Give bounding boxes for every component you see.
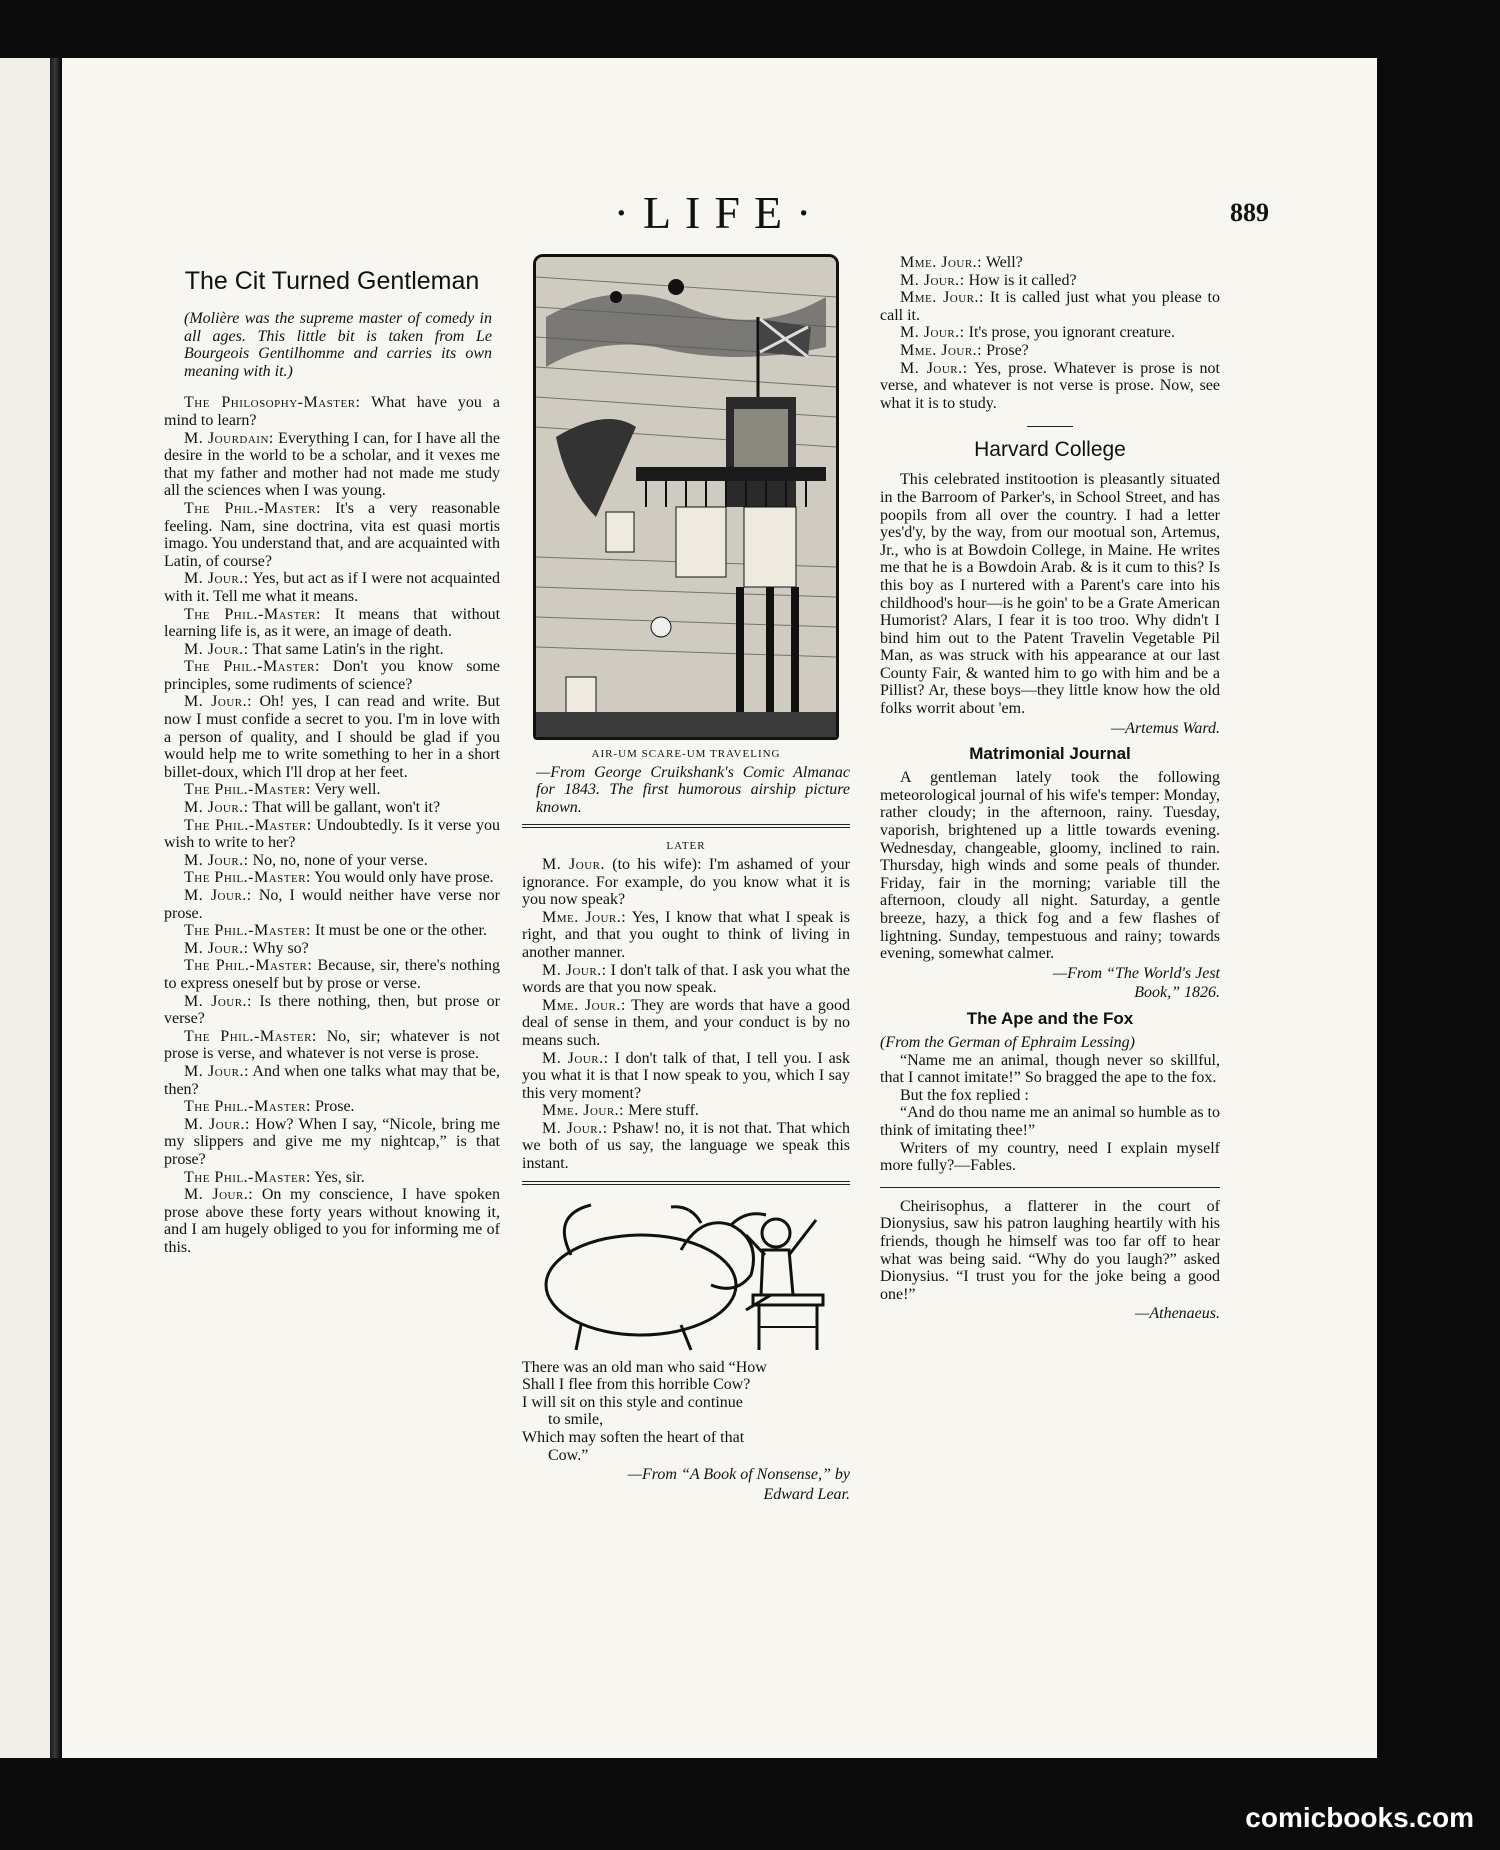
- speaker-name: M. Jourdain:: [184, 429, 274, 447]
- fable-paragraph: “And do thou name me an animal so humble as to think of imitating thee!”: [880, 1104, 1220, 1139]
- spoken-text: Yes, I know that what I speak is right, and that you ought to think of living in another manner.: [522, 908, 851, 961]
- masthead: ·LIFE·: [613, 187, 826, 238]
- verse-line: There was an old man who said “How: [522, 1358, 767, 1376]
- speaker-name: M. Jour.:: [900, 359, 968, 377]
- speaker-name: The Phil.-Master:: [184, 957, 313, 975]
- matrimonial-title: Matrimonial Journal: [969, 744, 1131, 764]
- fable-paragraph: Writers of my country, need I explain myself more fully?—Fables.: [880, 1139, 1220, 1175]
- cheirisophus-anecdote: Cheirisophus, a flatterer in the court of Dionysius, saw his patron laughing heartily with his friends, though he himself was too far off to hear what was being said. “Why do you laugh?” asked Dionysius. “I trust you for the joke being a good one!”: [880, 1197, 1220, 1303]
- fable-paragraph: “Name me an animal, though never so skillful, that I cannot imitate!” So bragged the ape to the fox.: [880, 1051, 1220, 1087]
- dialogue-line: [164, 1116, 500, 1169]
- spoken-text: Prose?: [982, 341, 1029, 359]
- speaker-name: M. Jour.:: [900, 324, 965, 342]
- dialogue-line: [522, 997, 850, 1050]
- dialogue-line: [164, 993, 500, 1028]
- dialogue-line: [164, 799, 500, 817]
- speaker-name: M. Jour.:: [184, 887, 252, 904]
- speaker-name: Mme. Jour.:: [900, 254, 983, 271]
- book-gutter: [50, 58, 60, 1758]
- column-right: [880, 254, 1220, 1323]
- dialogue-line: [880, 324, 1220, 342]
- spoken-text: It's prose, you ignorant creature.: [964, 324, 1175, 342]
- dialogue-line: [522, 1102, 850, 1120]
- cow-and-old-man-drawing: [531, 1195, 841, 1355]
- harvard-attribution: —Artemus Ward.: [1110, 719, 1220, 737]
- ape-fox-intro: (From the German of Ephraim Lessing): [880, 1033, 1135, 1051]
- dialogue-line: [164, 570, 500, 605]
- speaker-name: M. Jour.:: [184, 640, 249, 658]
- dialogue-line: [164, 852, 500, 870]
- speaker-name: M. Jour.: [542, 855, 605, 873]
- spoken-text: And when one talks what may that be, then?: [164, 1062, 501, 1098]
- speaker-name: M. Jour.:: [184, 570, 249, 588]
- speaker-name: M. Jour.:: [184, 1115, 250, 1133]
- page-number: 889: [1230, 198, 1269, 227]
- dialogue-line: [164, 1028, 500, 1063]
- dialogue-line: [164, 887, 500, 922]
- dialogue-line: [164, 394, 500, 429]
- dialogue-line: [164, 781, 500, 799]
- dialogue-line: [522, 1050, 850, 1103]
- dialogue-line: [164, 1063, 500, 1098]
- spoken-text: Pshaw! no, it is not that. That which we both of us say, the language we speak this instant.: [522, 1119, 850, 1173]
- spoken-text: Why so?: [248, 939, 309, 957]
- dialogue-line: [522, 909, 850, 962]
- dialogue-line: [522, 1120, 850, 1173]
- speaker-name: Mme. Jour.:: [542, 996, 626, 1014]
- dialogue-line: [522, 856, 850, 909]
- dialogue-line: [880, 272, 1220, 290]
- speaker-name: The Phil.-Master:: [184, 605, 321, 623]
- fable-paragraph: But the fox replied :: [900, 1086, 1029, 1104]
- spoken-text: I don't talk of that, I tell you. I ask you what it is that I now speak to you, which I say this very moment?: [522, 1049, 850, 1102]
- dialogue-line: [164, 922, 500, 940]
- spoken-text: No, I would neither have verse nor prose.: [164, 887, 501, 922]
- dialogue-line: [164, 658, 500, 693]
- verse-line: I will sit on this style and continue: [522, 1393, 743, 1411]
- speaker-name: M. Jour.:: [542, 1049, 609, 1067]
- verse-line: Cow.”: [548, 1446, 589, 1464]
- ape-fox-body: [880, 1052, 1220, 1175]
- article-intro: (Molière was the supreme master of comedy in all ages. This little bit is taken from Le Bourgeois Gentilhomme and carries its own meaning with it.): [184, 310, 492, 380]
- spoken-text: Prose.: [311, 1098, 355, 1116]
- spoken-text: It must be one or the other.: [311, 922, 487, 940]
- spoken-text: Don't you know some principles, some rudiments of science?: [164, 658, 501, 693]
- speaker-name: Mme. Jour.:: [900, 289, 984, 307]
- spoken-text: No, no, none of your verse.: [248, 851, 428, 869]
- spoken-text: Yes, prose. Whatever is prose is not verse, and whatever is not verse is prose. Now, see what it is to study.: [880, 359, 1220, 412]
- verse-line: Shall I flee from this horrible Cow?: [522, 1376, 751, 1394]
- article-title: The Cit Turned Gentleman: [184, 267, 480, 295]
- speaker-name: M. Jour.:: [184, 1186, 254, 1204]
- speaker-name: Mme. Jour.:: [542, 1102, 625, 1120]
- airship-illustration: [533, 254, 839, 740]
- speaker-name: The Phil.-Master:: [184, 1027, 317, 1045]
- spoken-text: Is there nothing, then, but prose or verse?: [164, 992, 500, 1028]
- spoken-text: It means that without learning life is, as it were, an image of death.: [164, 605, 501, 641]
- spoken-text: Mere stuff.: [624, 1102, 699, 1120]
- dialogue-line: [164, 957, 500, 992]
- dialogue-line: [880, 254, 1220, 272]
- speaker-name: M. Jour.:: [900, 271, 965, 289]
- verse-attribution: —From “A Book of Nonsense,” by: [627, 1466, 850, 1484]
- dialogue-line: [164, 817, 500, 852]
- speaker-name: M. Jour.:: [184, 992, 252, 1010]
- harvard-body: This celebrated institootion is pleasantly situated in the Barroom of Parker's, in School Street, and has poopils from all over the country. I had a letter yes'd'y, by the way, from our mootual son, Artemus, Jr., who is at Bowdoin College, in Maine. He writes me that he is a Bowdoin Arab. & is it cum to this? Is this boy as I nurtered with a Parent's care into his childhood's hour—is he goin' to be a Grate American Humorist? Alars, I fear it is too troo. Why didn't I bind him out to the Patent Travelin Vegetable Pil Man, as was struck with his appearance at our last County Fair, & wanted him to go with him and be a Pillist? Ar, these boys—they little know how the old folks worrit about 'em.: [880, 471, 1220, 718]
- matrimonial-body: A gentleman lately took the following meteorological journal of his wife's temper: Monday, rather cloudy; in the afternoon, rainy. Tuesday, vaporish, brightened up a little towards evening. Wednesday, changeable, gloomy, inclined to rain. Thursday, high winds and some peals of thunder. Friday, fair in the morning; variable till the afternoon, cloudy all night. Saturday, a gentle breeze, hazy, a thick fog and a few flashes of lightning. Sunday, tempestuous and rainy; towards evening, somewhat calmer.: [880, 769, 1220, 963]
- verse-line: to smile,: [548, 1411, 604, 1429]
- later-heading: LATER: [666, 840, 706, 853]
- dialogue-line: [880, 342, 1220, 360]
- spoken-text: Yes, sir.: [311, 1168, 365, 1186]
- speaker-name: M. Jour.:: [184, 799, 249, 817]
- speaker-name: The Philosophy-Master:: [184, 394, 361, 412]
- speaker-name: M. Jour.:: [184, 939, 249, 957]
- dialogue-line: [164, 606, 500, 641]
- spoken-text: You would only have prose.: [311, 869, 494, 887]
- spoken-text: (to his wife): I'm ashamed of your ignorance. For example, do you know what it is you now speak?: [522, 855, 850, 909]
- speaker-name: Mme. Jour.:: [542, 908, 627, 926]
- spoken-text: What have you a mind to learn?: [164, 394, 500, 429]
- spoken-text: Oh! yes, I can read and write. But now I must confide a secret to you. I'm in love with a person of quality, and I should be glad if you would help me to write something to her in a short billet-doux, which I'll drop at her feet.: [164, 693, 501, 781]
- section-rule: [522, 1181, 850, 1185]
- speaker-name: The Phil.-Master:: [184, 922, 311, 940]
- dialogue-line: [522, 962, 850, 997]
- speaker-name: The Phil.-Master:: [184, 816, 312, 834]
- dialogue-line: [164, 430, 500, 500]
- illustration-caption: —From George Cruikshank's Comic Almanac for 1843. The first humorous airship picture known.: [536, 763, 850, 816]
- speaker-name: The Phil.-Master:: [184, 781, 311, 799]
- section-rule: [880, 1187, 1220, 1188]
- short-rule: [1027, 426, 1073, 427]
- illustration-caption-head: AIR-UM SCARE-UM TRAVELING: [591, 748, 781, 760]
- speaker-name: M. Jour.:: [184, 1062, 249, 1080]
- verse-attribution-author: Edward Lear.: [763, 1485, 850, 1503]
- speaker-name: The Phil.-Master:: [184, 1098, 311, 1116]
- watermark: comicbooks.com: [1245, 1802, 1474, 1833]
- cow-cartoon: [531, 1195, 841, 1355]
- dialogue-line: [880, 360, 1220, 413]
- spoken-text: It's a very reasonable feeling. Nam, sine doctrina, vita est quasi mortis imago. You understand that, and are acquainted with Latin, of course?: [164, 499, 501, 570]
- spoken-text: That will be gallant, won't it?: [248, 799, 441, 817]
- spoken-text: Yes, but act as if I were not acquainted with it. Tell me what it means.: [164, 570, 500, 605]
- speaker-name: The Phil.-Master:: [184, 1168, 311, 1186]
- spoken-text: Everything I can, for I have all the desire in the world to be a scholar, and it vexes me that my father and mother had not made me study all the sciences when I was young.: [164, 429, 500, 500]
- speaker-name: The Phil.-Master:: [184, 658, 320, 676]
- dialogue-line: [164, 869, 500, 887]
- dialogue-line: [164, 693, 500, 781]
- spoken-text: Because, sir, there's nothing to express oneself but by prose or verse.: [164, 957, 501, 992]
- column-middle: [522, 254, 850, 1503]
- speaker-name: M. Jour.:: [184, 693, 253, 711]
- speaker-name: The Phil.-Master:: [184, 499, 322, 517]
- airship-engraving: [536, 257, 836, 737]
- dialogue-line: [164, 641, 500, 659]
- ape-fox-title: The Ape and the Fox: [966, 1008, 1134, 1028]
- spoken-text: No, sir; whatever is not prose is verse, and whatever is not verse is prose.: [164, 1027, 500, 1063]
- dialogue-line: [164, 1098, 500, 1116]
- spoken-text: Well?: [982, 254, 1023, 271]
- dialogue-line: [880, 289, 1220, 324]
- speaker-name: M. Jour.:: [542, 1119, 608, 1137]
- magazine-page: [62, 58, 1377, 1758]
- spoken-text: How? When I say, “Nicole, bring me my slippers and give me my nightcap,” is that prose?: [164, 1115, 501, 1168]
- dialogue-block: [164, 394, 500, 1256]
- cheirisophus-attribution: —Athenaeus.: [1135, 1305, 1220, 1323]
- spoken-text: I don't talk of that. I ask you what the words are that you now speak.: [522, 961, 850, 997]
- harvard-title: Harvard College: [974, 438, 1126, 462]
- dialogue-line: [164, 940, 500, 958]
- matrimonial-attribution-year: Book,” 1826.: [1134, 984, 1220, 1002]
- column-left: [164, 254, 500, 1256]
- speaker-name: Mme. Jour.:: [900, 341, 983, 359]
- matrimonial-attribution: —From “The World's Jest: [1052, 964, 1220, 982]
- spoken-text: How is it called?: [964, 271, 1077, 289]
- speaker-name: M. Jour.:: [184, 851, 249, 869]
- dialogue-line: [164, 1169, 500, 1187]
- spoken-text: Undoubtedly. Is it verse you wish to write to her?: [164, 816, 500, 852]
- spoken-text: It is called just what you please to call it.: [880, 289, 1220, 324]
- section-rule: [522, 824, 850, 828]
- spoken-text: They are words that have a good deal of sense in them, and your conduct is by no means such.: [522, 996, 850, 1049]
- speaker-name: The Phil.-Master:: [184, 869, 311, 887]
- spoken-text: Very well.: [311, 781, 381, 799]
- dialogue-line: [164, 1186, 500, 1256]
- dialogue-line: [164, 500, 500, 570]
- nonsense-verse: [522, 1359, 850, 1465]
- later-dialogue-block: [522, 856, 850, 1173]
- spoken-text: That same Latin's in the right.: [248, 640, 444, 658]
- spoken-text: On my conscience, I have spoken prose above these forty years without knowing it, and I am hugely obliged to you for informing me of this.: [164, 1186, 500, 1256]
- verse-line: Which may soften the heart of that: [522, 1429, 745, 1447]
- speaker-name: M. Jour.:: [542, 961, 607, 979]
- dialogue-continued: [880, 254, 1220, 412]
